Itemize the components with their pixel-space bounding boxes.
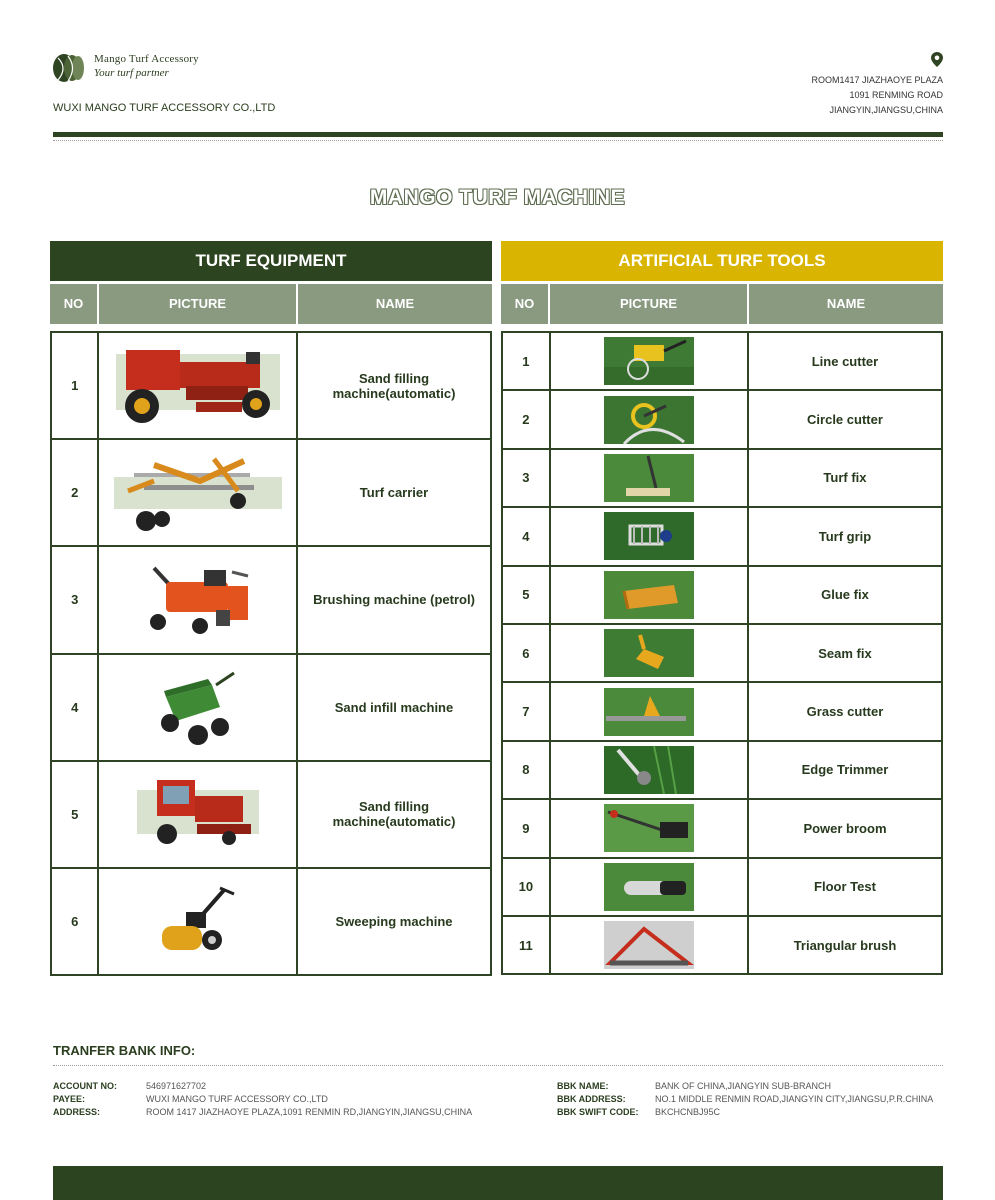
picture-cell bbox=[550, 390, 748, 448]
item-name: Glue fix bbox=[748, 566, 942, 624]
picture-cell bbox=[550, 449, 748, 507]
item-name: Sand filling machine(automatic) bbox=[297, 761, 491, 868]
row-number: 7 bbox=[502, 682, 550, 740]
item-name: Edge Trimmer bbox=[748, 741, 942, 799]
table-row bbox=[51, 761, 491, 868]
circle-cutter-image bbox=[604, 396, 694, 444]
page-title: MANGO TURF MACHINE bbox=[369, 186, 626, 209]
picture-cell bbox=[98, 332, 297, 439]
row-number: 4 bbox=[51, 654, 98, 761]
sweeper-image bbox=[160, 886, 236, 958]
triangular-brush-image bbox=[604, 921, 694, 969]
item-name: Grass cutter bbox=[748, 682, 942, 740]
equipment-table bbox=[50, 331, 492, 976]
payee-label: PAYEE: bbox=[53, 1094, 86, 1104]
sand-infill-image bbox=[158, 667, 238, 747]
picture-cell bbox=[98, 439, 297, 546]
picture-cell bbox=[550, 682, 748, 740]
picture-cell bbox=[550, 858, 748, 916]
address-row bbox=[53, 1106, 472, 1119]
edge-trimmer-image bbox=[604, 746, 694, 794]
line-cutter-image bbox=[604, 337, 694, 385]
table-row bbox=[502, 332, 942, 390]
table-row bbox=[502, 507, 942, 565]
glue-fix-image bbox=[604, 571, 694, 619]
row-number: 1 bbox=[502, 332, 550, 390]
item-name: Circle cutter bbox=[748, 390, 942, 448]
table-row bbox=[502, 449, 942, 507]
table-row bbox=[51, 868, 491, 975]
table-row bbox=[502, 916, 942, 974]
picture-cell bbox=[550, 916, 748, 974]
payee-row bbox=[53, 1093, 328, 1106]
table-row bbox=[502, 682, 942, 740]
table-row bbox=[502, 566, 942, 624]
picture-cell bbox=[98, 546, 297, 653]
mango-logo-icon bbox=[52, 52, 86, 84]
location-pin-icon bbox=[931, 52, 943, 67]
brushing-machine-image bbox=[144, 560, 252, 640]
seam-fix-image bbox=[604, 629, 694, 677]
row-number: 6 bbox=[51, 868, 98, 975]
picture-cell bbox=[98, 654, 297, 761]
address-value: ROOM 1417 JIAZHAOYE PLAZA,1091 RENMIN RD,JIANGYIN,JIANGSU,CHINA bbox=[146, 1107, 473, 1117]
account-no-row bbox=[53, 1080, 206, 1093]
row-number: 3 bbox=[502, 449, 550, 507]
row-number: 2 bbox=[502, 390, 550, 448]
column-header-name: NAME bbox=[749, 284, 943, 324]
item-name: Seam fix bbox=[748, 624, 942, 682]
dotted-divider bbox=[53, 1065, 943, 1066]
turf-grip-image bbox=[604, 512, 694, 560]
header-divider bbox=[53, 132, 943, 137]
row-number: 11 bbox=[502, 916, 550, 974]
turf-fix-image bbox=[604, 454, 694, 502]
row-number: 9 bbox=[502, 799, 550, 857]
floor-test-image bbox=[604, 863, 694, 911]
company-name: WUXI MANGO TURF ACCESSORY CO.,LTD bbox=[53, 102, 276, 114]
row-number: 1 bbox=[51, 332, 98, 439]
table-row bbox=[502, 624, 942, 682]
item-name: Triangular brush bbox=[748, 916, 942, 974]
address-line: JIANGYIN,JIANGSU,CHINA bbox=[829, 105, 943, 115]
item-name: Turf fix bbox=[748, 449, 942, 507]
row-number: 10 bbox=[502, 858, 550, 916]
tools-column-headers bbox=[501, 284, 943, 324]
table-row bbox=[51, 654, 491, 761]
bbk-name-value: BANK OF CHINA,JIANGYIN SUB-BRANCH bbox=[655, 1081, 832, 1091]
bbk-address-value: NO.1 MIDDLE RENMIN ROAD,JIANGYIN CITY,JIANGSU,P.R.CHINA bbox=[655, 1094, 934, 1104]
column-header-no: NO bbox=[50, 284, 97, 324]
brand-name: Mango Turf Accessory bbox=[94, 53, 199, 65]
address-line: 1091 RENMING ROAD bbox=[849, 90, 943, 100]
item-name: Sweeping machine bbox=[297, 868, 491, 975]
power-broom-image bbox=[604, 804, 694, 852]
item-name: Brushing machine (petrol) bbox=[297, 546, 491, 653]
item-name: Power broom bbox=[748, 799, 942, 857]
row-number: 4 bbox=[502, 507, 550, 565]
table-row bbox=[502, 799, 942, 857]
tractor-image bbox=[116, 346, 280, 426]
picture-cell bbox=[98, 761, 297, 868]
turf-equipment-heading: TURF EQUIPMENT bbox=[50, 241, 492, 281]
turf-carrier-image bbox=[114, 451, 282, 535]
row-number: 5 bbox=[51, 761, 98, 868]
item-name: Line cutter bbox=[748, 332, 942, 390]
picture-cell bbox=[550, 799, 748, 857]
table-row bbox=[502, 858, 942, 916]
picture-cell bbox=[550, 624, 748, 682]
row-number: 5 bbox=[502, 566, 550, 624]
column-header-picture: PICTURE bbox=[99, 284, 296, 324]
item-name: Sand filling machine(automatic) bbox=[297, 332, 491, 439]
picture-cell bbox=[550, 507, 748, 565]
item-name: Turf grip bbox=[748, 507, 942, 565]
bbk-swift-value: BKCHCNBJ95C bbox=[655, 1107, 721, 1117]
row-number: 6 bbox=[502, 624, 550, 682]
bbk-swift-row bbox=[557, 1106, 720, 1119]
equipment-column-headers bbox=[50, 284, 492, 324]
item-name: Turf carrier bbox=[297, 439, 491, 546]
bbk-swift-label: BBK SWIFT CODE: bbox=[557, 1107, 639, 1117]
bbk-name-label: BBK NAME: bbox=[557, 1081, 609, 1091]
grass-cutter-image bbox=[604, 688, 694, 736]
picture-cell bbox=[550, 566, 748, 624]
bbk-address-row bbox=[557, 1093, 933, 1106]
brand-tagline: Your turf partner bbox=[94, 67, 169, 79]
bbk-name-row bbox=[557, 1080, 831, 1093]
picture-cell bbox=[550, 741, 748, 799]
item-name: Floor Test bbox=[748, 858, 942, 916]
footer-bar bbox=[53, 1166, 943, 1200]
row-number: 8 bbox=[502, 741, 550, 799]
account-no-value: 546971627702 bbox=[146, 1081, 207, 1091]
picture-cell bbox=[98, 868, 297, 975]
dotted-divider bbox=[53, 140, 943, 141]
company-address bbox=[811, 73, 943, 118]
picture-cell bbox=[550, 332, 748, 390]
row-number: 2 bbox=[51, 439, 98, 546]
payee-value: WUXI MANGO TURF ACCESSORY CO.,LTD bbox=[146, 1094, 328, 1104]
table-row bbox=[51, 546, 491, 653]
address-line: ROOM1417 JIAZHAOYE PLAZA bbox=[811, 75, 943, 85]
row-number: 3 bbox=[51, 546, 98, 653]
table-row bbox=[502, 390, 942, 448]
column-header-no: NO bbox=[501, 284, 548, 324]
item-name: Sand infill machine bbox=[297, 654, 491, 761]
column-header-picture: PICTURE bbox=[550, 284, 747, 324]
bbk-address-label: BBK ADDRESS: bbox=[557, 1094, 626, 1104]
address-label: ADDRESS: bbox=[53, 1107, 101, 1117]
table-row bbox=[51, 332, 491, 439]
account-no-label: ACCOUNT NO: bbox=[53, 1081, 117, 1091]
turf-tools-heading: ARTIFICIAL TURF TOOLS bbox=[501, 241, 943, 281]
tools-table bbox=[501, 331, 943, 975]
cab-tractor-image bbox=[137, 776, 259, 852]
column-header-name: NAME bbox=[298, 284, 492, 324]
table-row bbox=[502, 741, 942, 799]
table-row bbox=[51, 439, 491, 546]
bank-info-title: TRANFER BANK INFO: bbox=[53, 1043, 196, 1058]
